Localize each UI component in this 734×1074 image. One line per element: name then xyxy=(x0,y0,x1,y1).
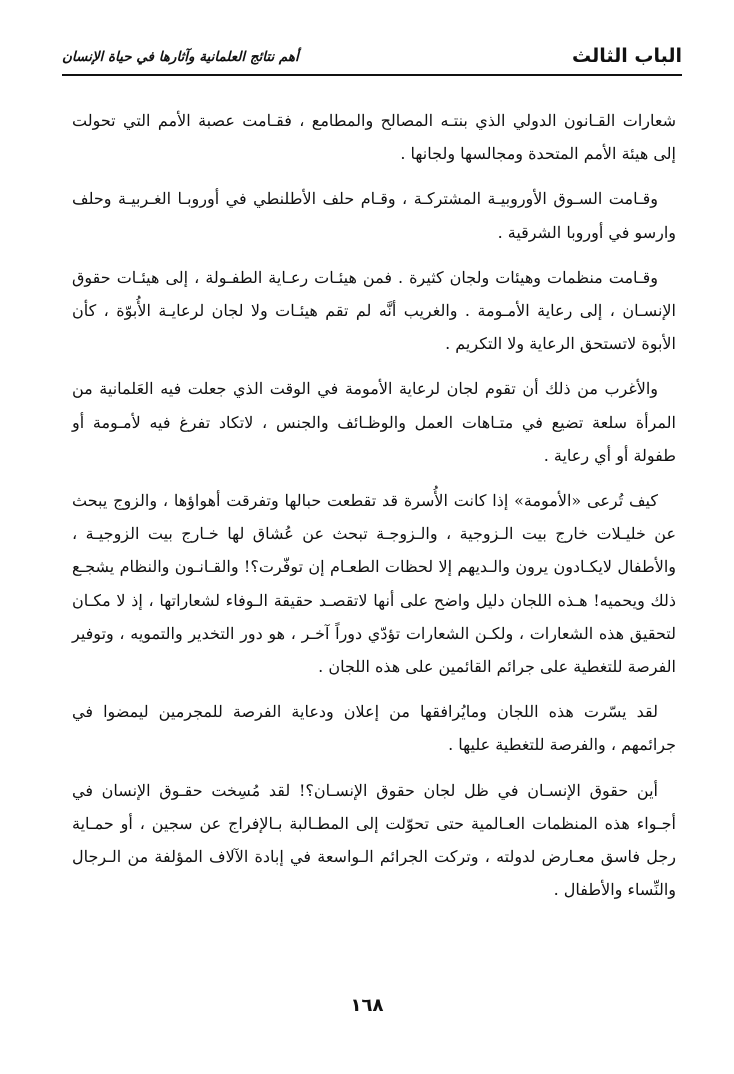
paragraph-2: وقـامت السـوق الأوروبيـة المشتركـة ، وقـام حلف الأطلنطي في أوروبـا الغـربيـة وحلف وارسو في أوروبا الشرقية . xyxy=(72,189,676,242)
paragraph-5: كيف تُرعى «الأمومة» إذا كانت الأُسرة قد تقطعت حبالها وتفرقت أهواؤها ، والزوج يبحث عن خليـلات خارج بيت الـزوجية ، والـزوجـة تبحث عن عُشاق لها خـارج بيت الزوجيـة ، والأطفال لايكـادون يرون والـديهم إلا لحظات الطعـام إن توفّرت؟! والقـانـون والنظام يشجـع ذلك ويحميه! هـذه اللجان دليل واضح على أنها لاتقصـد حقيقة الـوفاء لشعاراتها ، إذ لا مكـان لتحقيق هذه الشعارات ، ولكـن الشعارات تؤدّي دوراً آخـر ، هو دور التخدير والتمويه ، وتوفير الفرصة للتغطية على جرائم القائمين على هذه اللجان . xyxy=(72,491,676,677)
paragraph-1: شعارات القـانون الدولي الذي بنتـه المصالح والمطامع ، فقـامت عصبة الأمم التي تحولت إلى هيئة الأمم المتحدة ومجالسها ولجانها . xyxy=(72,111,676,164)
paragraph-4: والأغرب من ذلك أن تقوم لجان لرعاية الأمومة في الوقت الذي جعلت فيه العَلمانية من المرأة سلعة تضيع في متـاهات العمل والوظـائف والجنس ، لاتكاد تفرغ فيه لأمـومة أو طفولة أو أي رعاية . xyxy=(72,379,676,465)
paragraph-6: لقد يسّرت هذه اللجان ومايُرافقها من إعلان ودعاية الفرصة للمجرمين ليمضوا في جرائمهم ، والفرصة للتغطية عليها . xyxy=(72,702,676,755)
paragraph-7: أين حقوق الإنسـان في ظل لجان حقوق الإنسـان؟! لقد مُسِخت حقـوق الإنسان في أجـواء هذه المنظمات العـالمية حتى تحوّلت إلى المطـالبة بـالإفراج عن سجين ، أو حمـاية رجل فاسق معـارض لدولته ، وتركت الجرائم الـواسعة في إبادة الآلاف المؤلفة من الـرجال والنِّساء والأطفال . xyxy=(72,780,676,900)
header-divider xyxy=(62,74,682,76)
body-text xyxy=(72,104,676,918)
paragraph-3: وقـامت منظمات وهيئات ولجان كثيرة . فمن هيئـات رعـاية الطفـولة ، إلى هيئـات حقوق الإنسـان ، إلى رعاية الأمـومة . والغريب أنَّه لم تقم هيئـات ولا لجان لرعايـة الأُبوّة ، كأن الأبوة لاتستحق الرعاية ولا التكريم . xyxy=(72,267,676,354)
running-header xyxy=(62,44,682,72)
page-number: ١٦٨ xyxy=(350,995,384,1016)
chapter-label: الباب الثالث xyxy=(571,45,682,67)
running-header-title: أهم نتائج العلمانية وآثارها في حياة الإنسان xyxy=(62,49,299,65)
